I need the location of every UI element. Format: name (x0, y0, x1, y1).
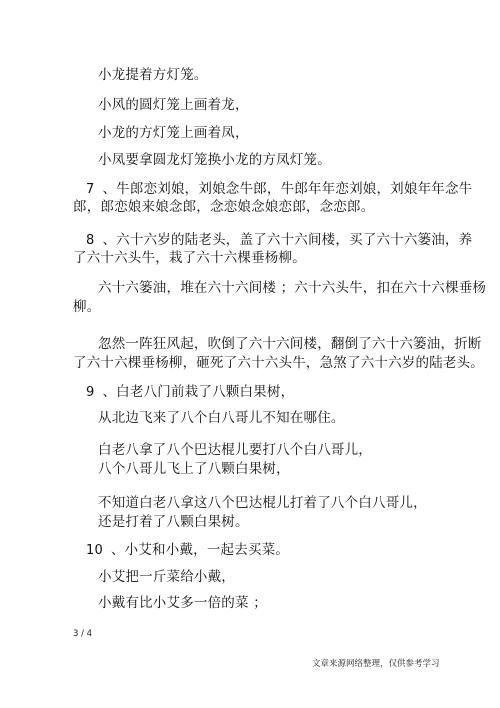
text-line: 了六十六头牛，栽了六十六棵垂杨柳。 (73, 250, 306, 266)
text-line: 小风的圆灯笼上画着龙， (98, 97, 249, 113)
text-span: 、小艾和小戴，一起去买菜。 (110, 542, 290, 558)
section-9-line (86, 384, 294, 401)
text-line: 小龙的方灯笼上画着凤， (98, 125, 249, 141)
text-span: 、六十六岁的陆老头，盖了六十六间楼，买了六十六篓油，养 (102, 232, 473, 248)
text-line: 不知道白老八拿这八个巴达棍儿打着了八个白八哥儿， (98, 495, 427, 511)
text-line: 郎，郎恋娘来娘念郎，念恋娘念娘恋郎，念恋郎。 (73, 199, 375, 215)
text-line: 柳。 (73, 299, 101, 315)
section-7-line (86, 181, 472, 198)
section-8-line (86, 232, 472, 249)
section-number: 8 (86, 233, 95, 248)
source-note: 文章来源网络整理，仅供参考学习 (312, 659, 440, 669)
text-line: 六十六篓油，堆在六十六间楼 ；六十六头牛，扣在六十六棵垂杨 (98, 280, 487, 296)
text-line: 白老八拿了八个巴达棍儿要打八个白八哥儿， (98, 442, 372, 458)
text-line: 还是打着了八颗白果树。 (98, 514, 249, 530)
section-number: 10 (86, 543, 103, 558)
page-number: 3 / 4 (73, 629, 93, 639)
text-line: 从北边飞来了八个白八哥儿不知在哪住。 (98, 410, 345, 426)
text-line: 忽然一阵狂风起，吹倒了六十六间楼，翻倒了六十六篓油，折断 (98, 336, 482, 352)
section-number: 9 (86, 385, 95, 400)
section-number: 7 (86, 182, 95, 197)
text-line: 小凤要拿圆龙灯笼换小龙的方凤灯笼。 (98, 152, 331, 168)
text-span: 、牛郎恋刘娘，刘娘念牛郎，牛郎年年恋刘娘，刘娘年年念牛 (102, 181, 473, 197)
text-line: 八个八哥儿飞上了八颗白果树， (98, 461, 290, 477)
text-line: 小龙提着方灯笼。 (98, 67, 208, 83)
text-line: 小艾把一斤菜给小戴， (98, 569, 235, 585)
text-span: 、白老八门前栽了八颗白果树， (102, 384, 295, 400)
text-line: 了六十六棵垂杨柳，砸死了六十六头牛，急煞了六十六岁的陆老头。 (73, 355, 484, 371)
section-10-line (86, 542, 289, 559)
text-line: 小戴有比小艾多一倍的菜 ； (98, 595, 267, 611)
